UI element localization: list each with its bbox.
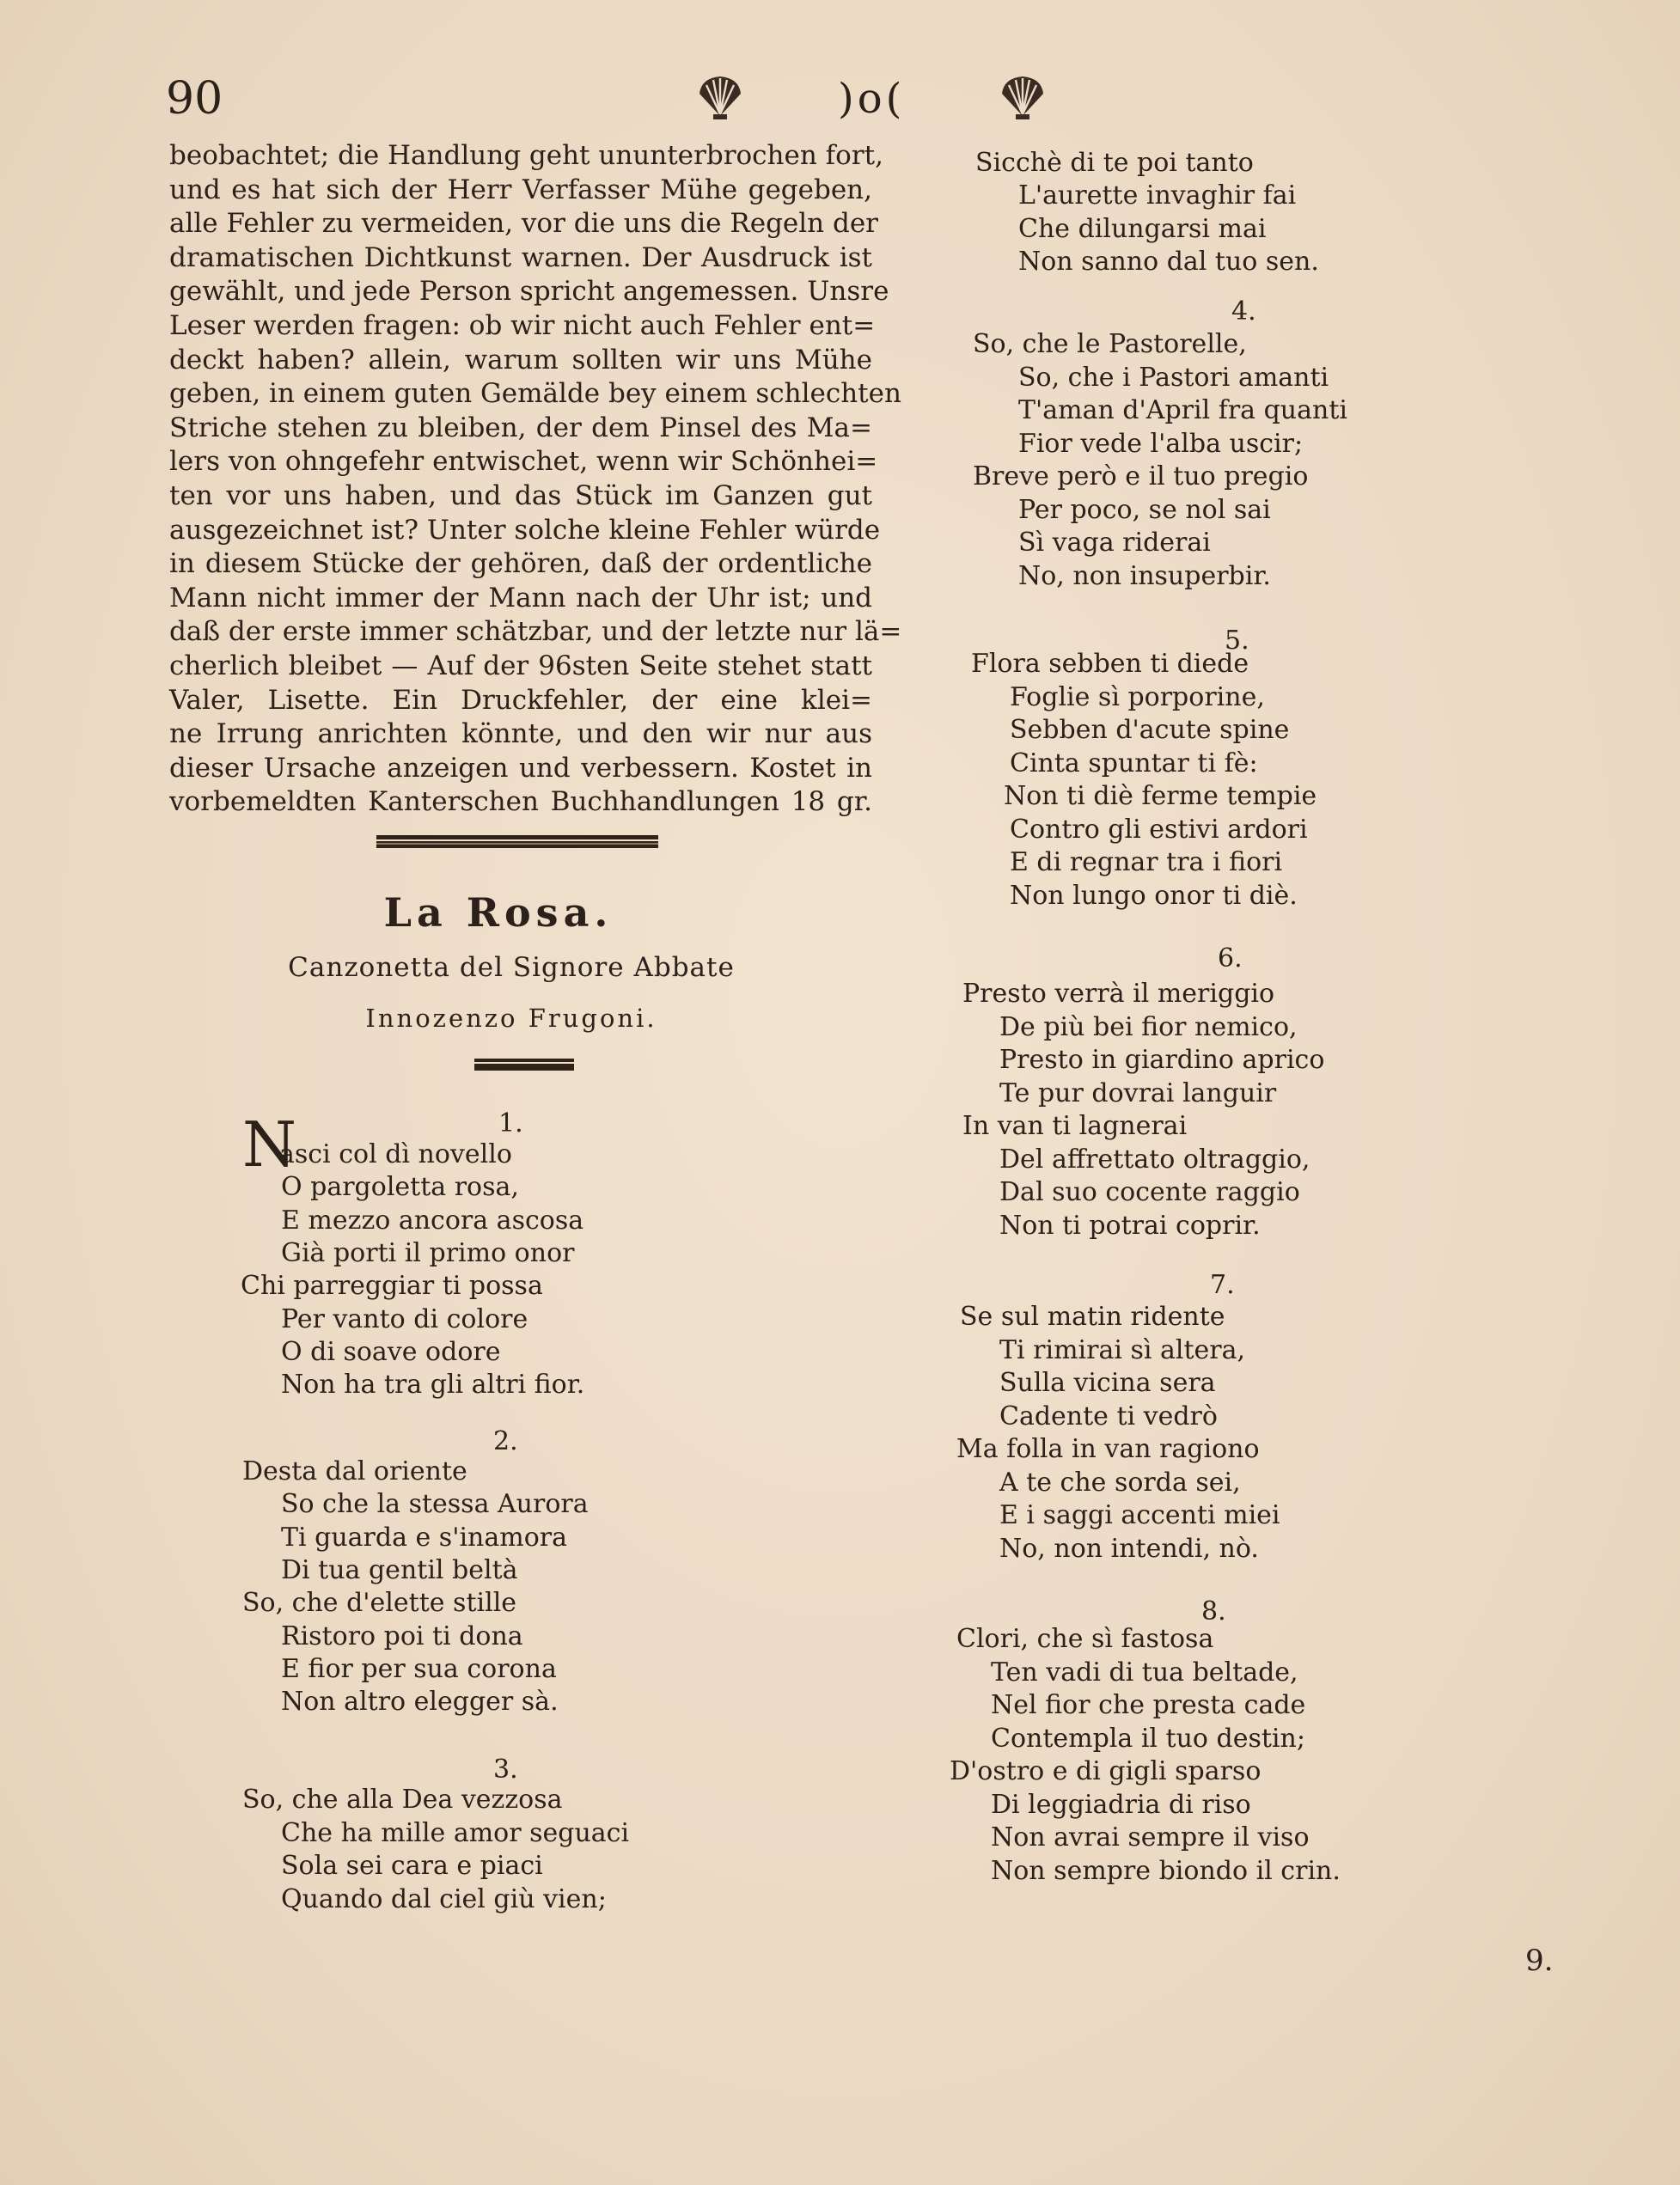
verse-line: O di soave odore <box>281 1336 501 1367</box>
verse-line: So che la stessa Aurora <box>281 1489 589 1520</box>
title-divider <box>474 1057 574 1072</box>
review-line: Leser werden fragen: ob wir nicht auch Fehler ent= <box>169 309 876 341</box>
verse-line: Non lungo onor ti diè. <box>1010 880 1298 911</box>
review-line: Mann nicht immer der Mann nach der Uhr ist; und <box>169 582 872 613</box>
verse-line: Sebben d'acute spine <box>1010 715 1290 745</box>
verse-line: Clori, che sì fastosa <box>956 1624 1214 1654</box>
verse-line: Ti guarda e s'inamora <box>281 1522 567 1553</box>
verse-line: Di leggiadria di riso <box>991 1789 1251 1820</box>
verse-line: Non ha tra gli altri fior. <box>281 1370 585 1401</box>
shell-icon <box>997 73 1048 121</box>
verse-line: L'aurette invaghir fai <box>1018 180 1297 211</box>
page-number: 90 <box>166 73 223 125</box>
verse-line: So, che d'elette stille <box>242 1588 517 1619</box>
verse-line: Sola sei cara e piaci <box>281 1851 543 1881</box>
verse-line: Dal suo cocente raggio <box>999 1177 1300 1207</box>
verse-line: Non ti potrai coprir. <box>999 1210 1261 1241</box>
verse-line: Flora sebben ti diede <box>971 649 1249 679</box>
verse-line: So, che le Pastorelle, <box>973 329 1247 359</box>
section-divider <box>376 833 658 851</box>
verse-line: In van ti lagnerai <box>962 1111 1188 1141</box>
review-line: gewählt, und jede Person spricht angemessen. Unsre <box>169 276 889 308</box>
review-line: und es hat sich der Herr Verfasser Mühe gegeben, <box>169 174 872 205</box>
verse-line: A te che sorda sei, <box>999 1467 1241 1498</box>
stanza-number: 7. <box>1210 1270 1235 1300</box>
review-line: vorbemeldten Kanterschen Buchhandlungen 18 gr. <box>169 786 872 818</box>
stanza-number: 8. <box>1201 1596 1226 1627</box>
verse-line: Di tua gentil beltà <box>281 1554 518 1585</box>
verse-line: No, non intendi, nò. <box>999 1533 1259 1564</box>
verse-line: Nel fior che presta cade <box>991 1690 1306 1720</box>
verse-line: E di regnar tra i fiori <box>1010 847 1283 877</box>
verse-line: Non avrai sempre il viso <box>991 1822 1310 1852</box>
verse-line: No, non insuperbir. <box>1018 560 1271 591</box>
review-line: ne Irrung anrichten könnte, und den wir nur aus <box>169 718 872 750</box>
verse-line: E i saggi accenti miei <box>999 1500 1280 1530</box>
review-line: dramatischen Dichtkunst warnen. Der Ausdruck ist <box>169 241 872 273</box>
signature-mark: 9. <box>1525 1944 1554 1978</box>
verse-line: D'ostro e di gigli sparso <box>950 1756 1262 1786</box>
review-line: ten vor uns haben, und das Stück im Ganzen gut <box>169 479 872 511</box>
verse-line: Presto verrà il meriggio <box>962 979 1275 1009</box>
review-line: in diesem Stücke der gehören, daß der ordentliche <box>169 548 872 580</box>
verse-line: Desta dal oriente <box>242 1456 467 1486</box>
review-line: beobachtet; die Handlung geht ununterbrochen fort, <box>169 140 883 171</box>
verse-line: So, che alla Dea vezzosa <box>242 1785 563 1815</box>
verse-line: Ristoro poi ti dona <box>281 1620 523 1651</box>
verse-line: Contro gli estivi ardori <box>1010 814 1308 845</box>
poem-author: Innozenzo Frugoni. <box>365 1004 657 1033</box>
review-line: Striche stehen zu bleiben, der dem Pinsel des Ma= <box>169 412 872 443</box>
verse-line: Chi parreggiar ti possa <box>241 1271 543 1302</box>
verse-line: Già porti il primo onor <box>281 1237 575 1268</box>
review-line: ausgezeichnet ist? Unter solche kleine Fehler würde <box>169 514 881 546</box>
verse-line: Non ti diè ferme tempie <box>1004 781 1317 811</box>
center-ornament: )o( <box>838 75 906 123</box>
verse-line: Contempla il tuo destin; <box>991 1723 1305 1754</box>
verse-line: De più bei fior nemico, <box>999 1011 1298 1042</box>
review-line: lers von ohngefehr entwischet, wenn wir Schönhei= <box>169 446 878 478</box>
verse-line: Non sanno dal tuo sen. <box>1018 246 1319 277</box>
poem-title: La Rosa. <box>383 889 614 936</box>
verse-line: So, che i Pastori amanti <box>1018 362 1329 393</box>
stanza-number: 1. <box>498 1108 523 1138</box>
stanza-number: 4. <box>1231 296 1256 327</box>
verse-line: Per poco, se nol sai <box>1018 494 1271 525</box>
verse-line: Se sul matin ridente <box>960 1302 1225 1332</box>
stanza-number: 6. <box>1218 943 1243 973</box>
verse-line: Che dilungarsi mai <box>1018 213 1267 244</box>
verse-line: Ma folla in van ragiono <box>956 1434 1260 1464</box>
verse-line: Non sempre biondo il crin. <box>991 1855 1341 1886</box>
verse-line: O pargoletta rosa, <box>281 1172 519 1203</box>
verse-line: Del affrettato oltraggio, <box>999 1144 1310 1175</box>
drop-cap: N <box>242 1108 296 1181</box>
verse-line: Cadente ti vedrò <box>999 1401 1218 1431</box>
review-line: geben, in einem guten Gemälde bey einem schlechten <box>169 378 901 410</box>
verse-line: Non altro elegger sà. <box>281 1687 559 1718</box>
verse-line: Sì vaga riderai <box>1018 528 1211 558</box>
review-text <box>169 139 902 820</box>
verse-line: T'aman d'April fra quanti <box>1018 395 1347 425</box>
verse-line: E fior per sua corona <box>281 1653 557 1684</box>
verse-line: Quando dal ciel giù vien; <box>281 1883 607 1914</box>
review-line: alle Fehler zu vermeiden, vor die uns die Regeln der <box>169 208 878 240</box>
review-line: dieser Ursache anzeigen und verbessern. Kostet in <box>169 752 872 784</box>
review-line: Valer, Lisette. Ein Druckfehler, der eine klei= <box>169 684 872 716</box>
verse-line: Te pur dovrai languir <box>999 1077 1277 1108</box>
stanza-number: 3. <box>493 1755 518 1785</box>
verse-line: Fior vede l'alba uscir; <box>1018 428 1304 459</box>
verse-line: Che ha mille amor seguaci <box>281 1817 630 1848</box>
verse-line: Presto in giardino aprico <box>999 1045 1325 1075</box>
review-line: daß der erste immer schätzbar, und der letzte nur lä= <box>169 616 902 648</box>
verse-line: Ten vadi di tua beltade, <box>991 1657 1298 1688</box>
verse-line: Per vanto di colore <box>281 1303 528 1334</box>
stanza-number: 5. <box>1225 626 1249 656</box>
verse-line: asci col dì novello <box>279 1139 512 1169</box>
verse-line: Cinta spuntar ti fè: <box>1010 748 1258 778</box>
verse-line: E mezzo ancora ascosa <box>281 1205 584 1236</box>
review-line: cherlich bleibet — Auf der 96sten Seite stehet statt <box>169 650 872 681</box>
verse-line: Sulla vicina sera <box>999 1368 1216 1398</box>
shell-icon <box>694 73 746 121</box>
verse-line: Breve però e il tuo pregio <box>973 461 1309 491</box>
verse-line: Foglie sì porporine, <box>1010 681 1265 712</box>
verse-line: Ti rimirai sì altera, <box>999 1334 1246 1365</box>
review-line: deckt haben? allein, warum sollten wir uns Mühe <box>169 344 872 375</box>
poem-subtitle: Canzonetta del Signore Abbate <box>288 952 735 983</box>
stanza-number: 2. <box>493 1426 518 1456</box>
verse-line: Sicchè di te poi tanto <box>975 148 1254 178</box>
